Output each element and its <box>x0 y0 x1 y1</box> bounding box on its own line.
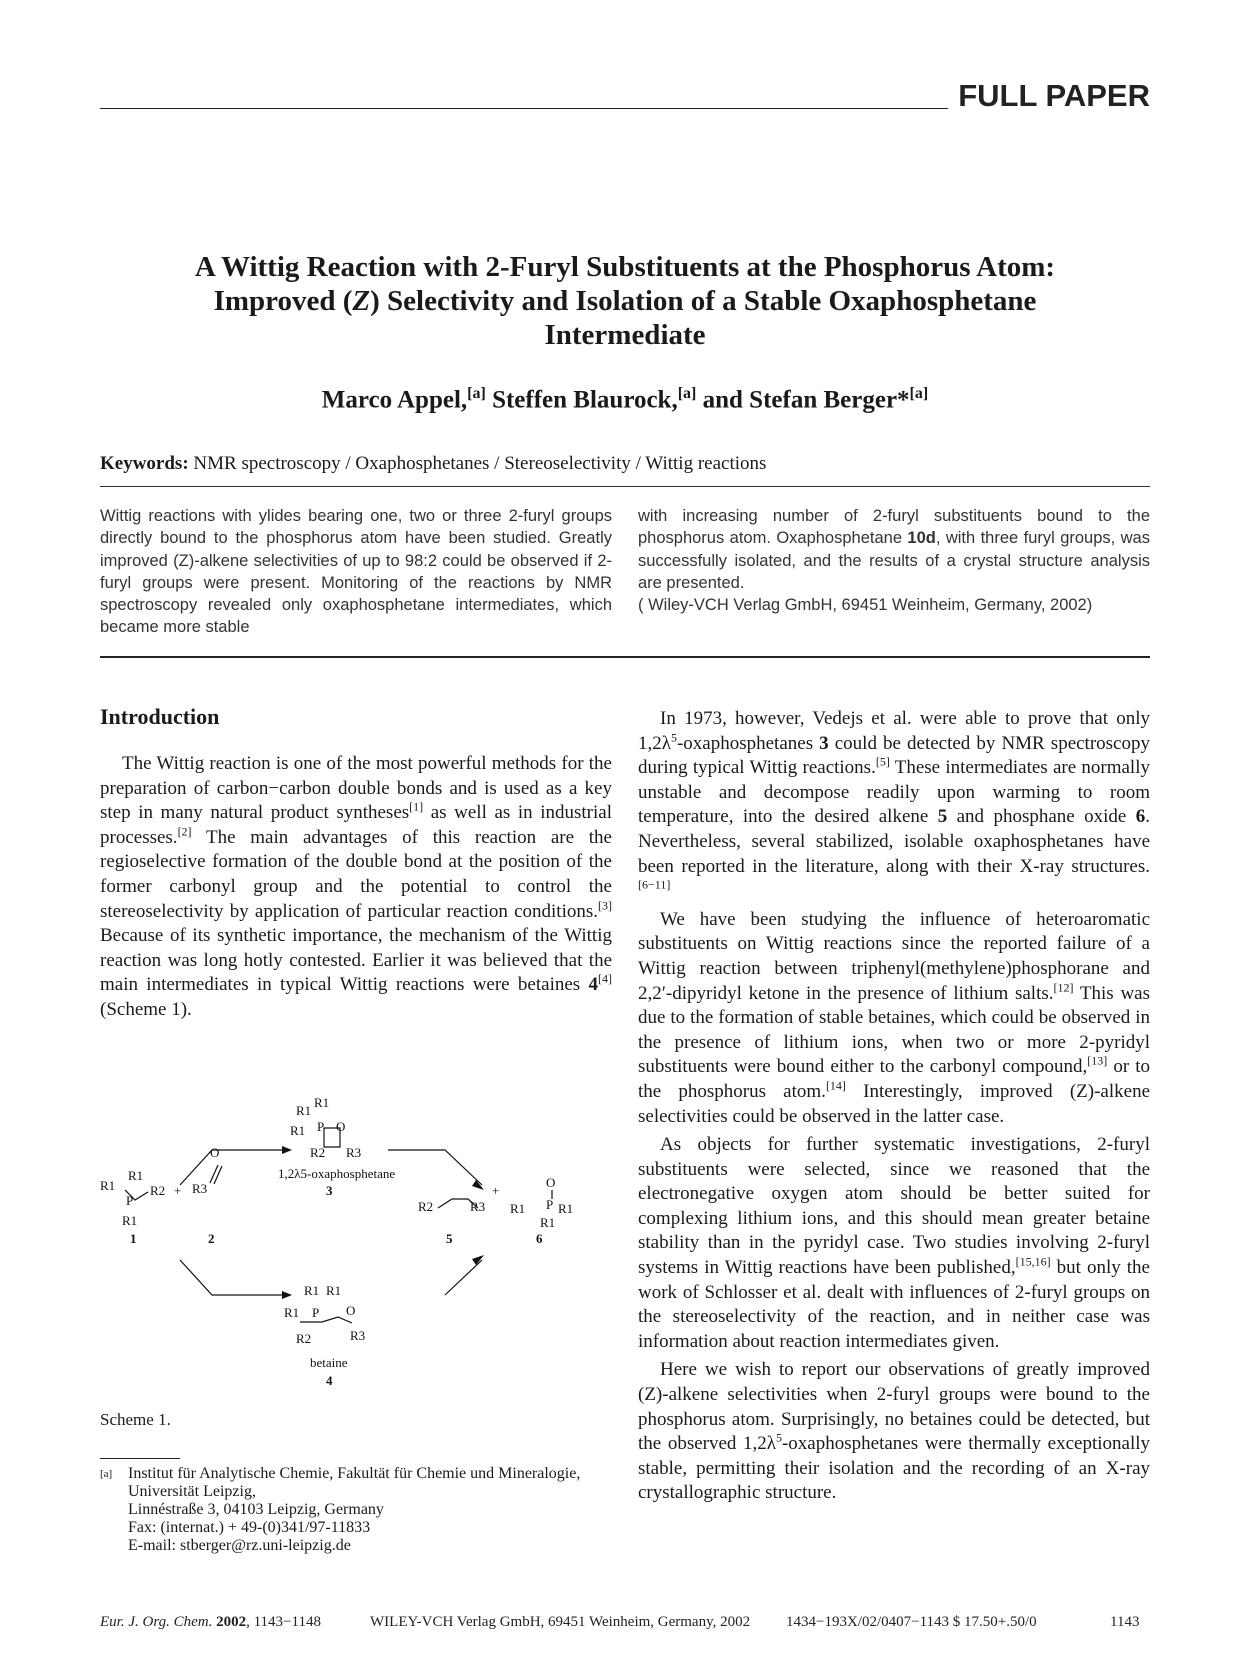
abstract-right: with increasing number of 2-furyl substituents bound to the phosphorus atom. Oxaphosphetane 10d, with three furyl groups, was successfully isolated, and the results of a crystal structure analysis are presented. ( Wiley-VCH Verlag GmbH, 69451 Weinheim, Germany, 2002) <box>638 507 1150 615</box>
author-1: Marco Appel, <box>321 386 468 414</box>
intro-paragraphs-right: In 1973, however, Vedejs et al. were able to prove that only $1,2\lambda^5$-oxaphosphetanes 3 could be detected by NMR spectroscopy during typical Wittig reactions.[5] These intermediates are normally unstable and decompose readily upon warming to room temperature, into the desired alkene 5 and phosphane oxide 6. Nevertheless, several stabilized, isolable oxaphosphetanes have been reported in the literature, along with their X-ray structures.[6−11] We have been studying the influence of heteroaromatic substituents on Wittig reactions since the reported failure of a Wittig reaction between triphenyl(methylene)phosphorane and 2,2′-dipyridyl ketone in the presence of lithium salts.[12] This was due to the formation of stable betaines, which could be observed in the presence of lithium ions, when two or more 2-pyridyl substituents were bound either to the carbonyl compound,[13] or to the phosphorus atom.[14] Interestingly, improved (Z)-alkene selectivities could be observed in the latter case. As objects for further systematic investigations, 2-furyl substituents were selected, since we reasoned that the electronegative oxygen atom should be better suited for complexing lithium ions, and this should mean greater betaine stability than in the pyridyl case. Two studies involving 2-furyl systems in Wittig reactions have been published,[15,16] but only the work of Schlosser et al. dealt with influences of 2-furyl groups on the stereoselectivity of the reaction, and in neither case was information about reaction intermediates given. Here we wish to report our observations of greatly improved (Z)-alkene selectivities when 2-furyl groups were bound to the phosphorus atom. Surprisingly, no betaines could be detected, but the observed $1,2\lambda^5$-oxaphosphetanes were thermally exceptionally stable, permitting their isolation and the recording of an X-ray crystallographic structure. <box>638 708 1151 1504</box>
oxa-r1-c: R1 <box>290 1123 306 1138</box>
author-list <box>100 385 1150 414</box>
contact-email: E-mail: stberger@rz.uni-leipzig.de <box>128 1537 351 1554</box>
compound-3: 3 <box>326 1183 333 1198</box>
page-number: 1143 <box>1110 1614 1140 1630</box>
section-label: FULL PAPER <box>958 78 1150 113</box>
oxide-r1-a: R1 <box>510 1201 526 1216</box>
issn: 1434−193X/02/0407−1143 $ 17.50+.50/0 <box>786 1614 1037 1630</box>
plus-2: + <box>492 1183 500 1198</box>
keywords-rule <box>100 486 1150 487</box>
journal-citation: Eur. J. Org. Chem. 2002, 1143−1148 <box>100 1614 321 1630</box>
abstract-rule <box>100 656 1150 658</box>
footnote-rule <box>100 1458 180 1459</box>
author-3-aff: [a] <box>909 385 929 402</box>
keywords-label: Keywords: <box>100 453 189 474</box>
ald-r3: R3 <box>192 1181 208 1196</box>
compound-6: 6 <box>536 1231 543 1246</box>
ylide-r1-b: R1 <box>128 1168 144 1183</box>
oxide-r1-b: R1 <box>558 1201 574 1216</box>
title-line-3: Intermediate <box>544 319 706 351</box>
affiliation-footnote: [a] Institut für Analytische Chemie, Fakultät für Chemie und Mineralogie, Universität Leipzig, Linnéstraße 3, 04103 Leipzig, Germany Fax: (internat.) + 49-(0)341/97-11833 E-mail: stberger@rz.uni-leipzig.de <box>100 1465 612 1555</box>
oxa-o: O <box>336 1119 346 1134</box>
bet-p: P <box>312 1305 320 1320</box>
header-rule <box>100 108 948 109</box>
compound-5: 5 <box>446 1231 453 1246</box>
plus-1: + <box>174 1183 182 1198</box>
compound-1: 1 <box>130 1231 137 1246</box>
bet-r2: R2 <box>296 1331 312 1346</box>
author-1-aff: [a] <box>467 385 486 402</box>
ylide-p: P <box>126 1193 134 1208</box>
author-2: Steffen Blaurock, <box>492 386 678 414</box>
oxa-r3: R3 <box>346 1145 362 1160</box>
bet-r1-a: R1 <box>304 1283 320 1298</box>
title-line-2: Improved (Z) Selectivity and Isolation of a Stable Oxaphosphetane <box>213 285 1037 317</box>
ylide-r1-a: R1 <box>100 1178 116 1193</box>
oxa-r1-b: R1 <box>314 1095 330 1110</box>
oxide-o: O <box>546 1175 556 1190</box>
oxa-label: 1,2λ5-oxaphosphetane <box>278 1166 396 1181</box>
author-2-aff: [a] <box>677 385 697 402</box>
compound-10d: 10d <box>907 529 936 548</box>
keywords-text: NMR spectroscopy / Oxaphosphetanes / Stereoselectivity / Wittig reactions <box>193 453 767 474</box>
ylide-r1-c: R1 <box>122 1213 138 1228</box>
scheme-caption: Scheme 1. <box>100 1410 171 1429</box>
keywords <box>100 453 1150 475</box>
ylide-r2: R2 <box>150 1183 166 1198</box>
author-3: and Stefan Berger* <box>702 386 910 414</box>
alkene-r3: R3 <box>470 1199 486 1214</box>
oxa-r2: R2 <box>310 1145 326 1160</box>
oxa-r1-a: R1 <box>296 1103 312 1118</box>
compound-2: 2 <box>208 1231 215 1246</box>
bet-o: O <box>346 1303 356 1318</box>
bet-r1-b: R1 <box>326 1283 342 1298</box>
paper-title <box>100 250 1150 352</box>
alkene-r2: R2 <box>418 1199 434 1214</box>
bet-r1-c: R1 <box>284 1305 300 1320</box>
abstract-left: Wittig reactions with ylides bearing one, two or three 2-furyl groups directly bound to the phosphorus atom have been studied. Greatly improved (Z)-alkene selectivities of up to 98:2 could be observed if 2-furyl groups were present. Monitoring of the reactions by NMR spectroscopy revealed only oxaphosphetane intermediates, which became more stable <box>100 507 612 637</box>
copyright: ( Wiley-VCH Verlag GmbH, 69451 Weinheim, Germany, 2002) <box>638 596 1093 615</box>
bet-r3: R3 <box>350 1328 366 1343</box>
oxide-p: P <box>546 1197 554 1212</box>
oxa-p: P <box>317 1119 325 1134</box>
ald-o: O <box>210 1145 220 1160</box>
footnote-label: [a] <box>100 1468 113 1480</box>
publisher: WILEY-VCH Verlag GmbH, 69451 Weinheim, Germany, 2002 <box>370 1614 751 1630</box>
betaine-label: betaine <box>310 1355 348 1370</box>
oxide-r1-c: R1 <box>540 1215 556 1230</box>
section-heading-introduction: Introduction <box>100 704 220 729</box>
scheme-1-diagram <box>100 1095 612 1395</box>
intro-paragraph-left: The Wittig reaction is one of the most powerful methods for the preparation of carbon−carbon double bonds and is used as a key step in many natural product syntheses[1] as well as in industrial processes.[2] The main advantages of this reaction are the regioselective formation of the double bond at the position of the former carbonyl group and the potential to control the stereoselectivity by application of particular reaction conditions.[3] Because of its synthetic importance, the mechanism of the Wittig reaction was long hotly contested. Earlier it was believed that the main intermediates in typical Wittig reactions were betaines 4[4] (Scheme 1). <box>100 753 613 1020</box>
title-line-1: A Wittig Reaction with 2-Furyl Substituents at the Phosphorus Atom: <box>194 251 1056 283</box>
compound-4: 4 <box>326 1373 333 1388</box>
